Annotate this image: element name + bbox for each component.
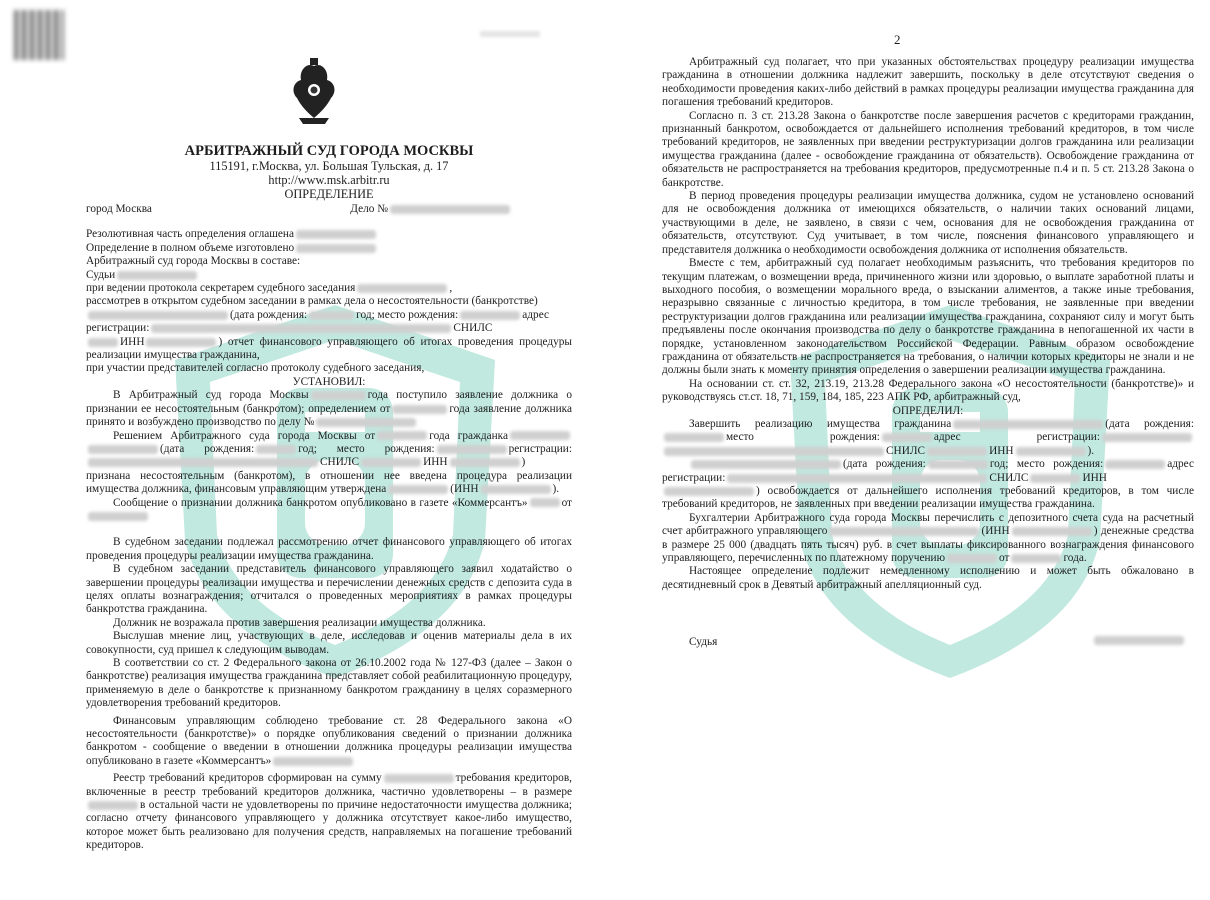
resolution-1: Завершить реализацию имущества гражданина (дата рождения:место рождения: адрес регистрации:СНИЛС ИНН ). [662, 418, 1194, 458]
paragraph-9: Финансовым управляющим соблюдено требование ст. 28 Федерального закона «О несостоятельности (банкротстве)» о порядке опубликования сведений о признании должника банкротом - сообщение о введении в отношении должника процедуры реализации имущества опубликовано в газете «Коммерсантъ» [86, 714, 572, 767]
resolution-2: (дата рождения: год; место рождения: адрес регистрации: СНИЛС ИНН) освобождается от дальнейшего исполнения требований кредиторов, в том числе требований кредиторов, не заявленных при введении реализации имущества гражданина. [662, 458, 1194, 511]
court-title: АРБИТРАЖНЫЙ СУД ГОРОДА МОСКВЫ [184, 143, 474, 159]
paragraph-q1: Арбитражный суд полагает, что при указанных обстоятельствах процедуру реализации имущества гражданина в отношении должника надлежит завершить, поскольку в деле отсутствуют сведения о необходимости проведения каких-либо действий в рамках процедуры реализации имущества гражданина для погашения требований кредиторов. [662, 56, 1194, 109]
judge-line: Судьи [86, 269, 572, 282]
court-website[interactable]: http://www.msk.arbitr.ru [268, 173, 390, 187]
paragraph-q4: Вместе с тем, арбитражный суд полагает необходимым разъяснить, что требования кредиторов по текущим платежам, о возмещении вреда, причиненного жизни или здоровью, о выплате заработной платы и выходного пособия, о возмещении морального вреда, о взыскании алиментов, а также иные требования, неразрывно связанные с личностью кредитора, в том числе требования, не заявленные при введении реструктуризации долгов гражданина или реализации имущества гражданина, сохраняют силу и могут быть предъявлены после окончания производства по делу о банкротстве гражданина в непогашенной их части в порядке, установленном законодательством Российской Федерации. Равным образом освобождение гражданина от обязательств не распространяется на требования, о наличии которых кредиторы не знали и не должны были знать к моменту принятия определения о завершении реализации имущества гражданина. [662, 257, 1194, 377]
paragraph-8: В соответствии со ст. 2 Федерального закона от 26.10.2002 года № 127-ФЗ (далее – Закон о банкротстве) реализация имущества гражданина представляет собой реабилитационную процедуру, применяемую в деле о банкротстве к признанному банкротом гражданину в целях соразмерного удовлетворения требований кредиторов. [86, 657, 572, 710]
court-address: 115191, г.Москва, ул. Большая Тульская, д. 17 [209, 159, 449, 173]
paragraph-7: Выслушав мнение лиц, участвующих в деле, исследовав и оценив материалы дела в их совокупности, суд пришел к следующим выводам. [86, 630, 572, 656]
secretary-line: при ведении протокола секретарем судебного заседания , [86, 282, 453, 295]
page-number: 2 [894, 32, 901, 47]
document-type: ОПРЕДЕЛЕНИЕ [284, 187, 374, 201]
announced-line: Резолютивная часть определения оглашена [86, 228, 572, 241]
paragraph-1: В Арбитражный суд города Москвы года поступило заявление должника о признании ее несостоятельным (банкротом); определением от года заявление должника принято и возбуждено производство по делу № [86, 389, 573, 429]
city: город Москва [86, 203, 152, 215]
paragraph-q3: В период проведения процедуры реализации имущества должника, судом не установлено оснований для не освобождения должника от имеющихся обязательств, о наличии таких оснований лицами, участвующими в деле, не заявлено, в связи с чем, основания для не освобождения гражданина от обязательств, отсутствуют. Суд учитывает, в том числе, пояснения финансового управляющего и представителя должника о необходимости освобождения должника от исполнения обязательств. [662, 190, 1194, 256]
decided-heading: ОПРЕДЕЛИЛ: [892, 404, 964, 417]
page-1-body [86, 203, 572, 853]
resolution-4: Настоящее определение подлежит немедленному исполнению и может быть обжаловано в десятидневный срок в Девятый арбитражный апелляционный суд. [662, 565, 1194, 591]
judge-label: Судья [689, 636, 718, 649]
court-header [86, 143, 572, 201]
coat-of-arms-icon [289, 56, 339, 126]
paragraph-3: Сообщение о признании должника банкротом опубликовано в газете «Коммерсантъ» от [86, 497, 572, 524]
paragraph-q2: Согласно п. 3 ст. 213.28 Закона о банкротстве после завершения расчетов с кредиторами гражданин, признанный банкротом, освобождается от дальнейшего исполнения требований кредиторов, в том числе требований кредиторов, не заявленных при введении реструктуризации долгов гражданина или реализации имущества гражданина (далее - освобождение гражданина от обязательств). Освобождение гражданина от обязательств не распространяется на требования кредиторов, предусмотренные п.4 и п. 5 ст. 213.28 Закона о банкротстве. [662, 109, 1194, 189]
debtor-line-3: ИНН ) отчет финансового управляющего об итогах проведения процедуры реализации имущества гражданина, [86, 335, 572, 362]
page-2-body [662, 56, 1194, 650]
considered-line: рассмотрев в открытом судебном заседании в рамках дела о несостоятельности (банкротстве) [86, 295, 538, 308]
paragraph-5: В судебном заседании представитель финансового управляющего заявил ходатайство о завершении процедуры реализации имущества и перечислении денежных средств с депозита суда в целях оплаты вознаграждения; отчитался о проведенных мероприятиях в рамках процедуры банкротства гражданина. [86, 563, 572, 616]
paragraph-2: Решением Арбитражного суда города Москвы от года гражданка(дата рождения: год; место рождения: регистрации:СНИЛС ИНН ) признана несостоятельным (банкротом), в отношении нее введена процедура реализации имущества должника, финансовым управляющим утверждена (ИНН ). [86, 429, 572, 496]
judge-name-redacted [1094, 636, 1184, 645]
debtor-line-1: (дата рождения: год; место рождения: адрес [86, 309, 572, 322]
judge-signature-row [662, 636, 1194, 649]
debtor-line-2: регистрации: СНИЛС [86, 322, 493, 335]
resolution-3: Бухгалтерии Арбитражного суда города Москвы перечислить с депозитного счета суда на расчетный счет арбитражного управляющего (ИНН ) денежные средства в размере 25 000 (двадцать пять тысяч) руб. в счет выплаты фиксированного вознаграждения финансового управляющего, перечисленных по платежному поручению от года. [662, 511, 1194, 565]
produced-line: Определение в полном объеме изготовлено [86, 242, 572, 255]
page-2 [605, 0, 1210, 900]
city-case-row [86, 203, 572, 216]
case-number: Дело № [350, 203, 512, 216]
page-1 [0, 0, 600, 900]
established-heading: УСТАНОВИЛ: [292, 375, 366, 388]
participants-line: при участии представителей согласно протоколу судебного заседания, [86, 362, 425, 375]
paragraph-10: Реестр требований кредиторов сформирован на сумму требования кредиторов, включенные в реестр требований кредиторов должника, частично удовлетворены – в размерев остальной части не удовлетворены по причине недостаточности имущества должника; согласно отчету финансового управляющего у должника отсутствует какое-либо имущество, которое может быть реализовано для получения средств, направляемых на погашение требований кредиторов. [86, 772, 572, 852]
paragraph-4: В судебном заседании подлежал рассмотрению отчет финансового управляющего об итогах проведения процедуры реализации имущества гражданина. [86, 536, 572, 562]
document-id-redacted [480, 31, 540, 37]
paragraph-6: Должник не возражала против завершения реализации имущества должника. [113, 616, 486, 629]
qr-code-icon [14, 10, 64, 60]
composition-line: Арбитражный суд города Москвы в составе: [86, 255, 301, 268]
paragraph-q5: На основании ст. ст. 32, 213.19, 213.28 Федерального закона «О несостоятельности (банкротстве)» и руководствуясь ст.ст. 18, 71, 159, 184, 185, 223 АПК РФ, арбитражный суд, [662, 377, 1194, 404]
